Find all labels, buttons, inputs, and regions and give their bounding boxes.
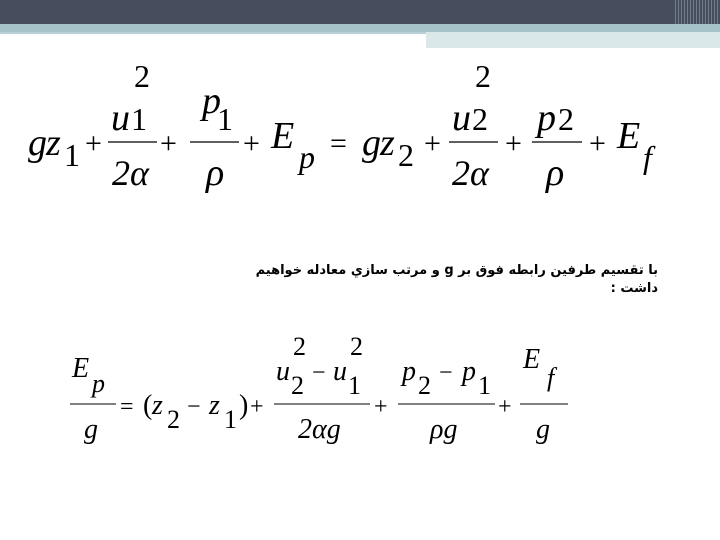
eq2-minus-3: −: [439, 360, 453, 386]
eq2-u1-sup: 2: [350, 332, 363, 361]
eq2-den-3: ρg: [430, 414, 458, 445]
eq1-p-right: p: [537, 97, 556, 139]
header-accent-band: [0, 24, 720, 32]
eq2-u2: u: [276, 356, 290, 387]
eq2-plus-2: +: [374, 394, 388, 420]
eq1-plus-4: +: [424, 127, 441, 160]
eq1-plus-3: +: [243, 127, 260, 160]
eq1-u-sub: 1: [131, 101, 147, 137]
eq2-p1: p: [462, 356, 476, 387]
eq2-z1: z: [209, 390, 220, 421]
eq1-plus-5: +: [505, 127, 522, 160]
eq2-close-paren: ): [239, 390, 249, 421]
eq2-Ef: E: [523, 344, 541, 375]
eq1-E-right-sub: f: [643, 139, 652, 175]
eq1-p-right-sub: 2: [558, 101, 574, 137]
eq2-equals: =: [120, 394, 134, 420]
eq2-u2-sub: 2: [291, 371, 304, 400]
eq1-u-sup: 2: [134, 58, 150, 94]
eq2-open-paren: (: [143, 390, 153, 421]
eq1-plus-6: +: [589, 127, 606, 160]
eq1-plus-2: +: [160, 127, 177, 160]
eq1-den-2: ρ: [206, 152, 225, 194]
eq2-u1-sub: 1: [348, 371, 361, 400]
eq1-g: g: [28, 122, 47, 164]
eq2-u1: u: [333, 356, 347, 387]
eq1-u-right: u: [452, 97, 471, 139]
eq1-den-1: 2α: [112, 153, 149, 193]
eq2-E-sub: p: [92, 369, 105, 398]
eq1-z-right: z: [380, 122, 395, 164]
eq1-den-4: ρ: [546, 152, 565, 194]
eq1-u-right-sup: 2: [475, 58, 491, 94]
eq2-z2: z: [152, 390, 163, 421]
header-bar: [0, 0, 720, 24]
eq2-E: E: [72, 353, 90, 384]
eq1-g-right: g: [362, 122, 381, 164]
eq2-den-4: g: [536, 414, 550, 445]
eq2-den-2: 2αg: [298, 414, 341, 445]
energy-equation: [0, 40, 720, 240]
eq1-p-sub: 1: [217, 101, 233, 137]
eq1-z-right-sub: 2: [398, 137, 414, 173]
eq2-p2-sub: 2: [418, 371, 431, 400]
eq1-E-sub: p: [299, 139, 315, 175]
eq1-p: p: [202, 80, 221, 122]
eq2-p1-sub: 1: [478, 371, 491, 400]
eq1-z-sub: 1: [64, 137, 80, 173]
explanation-text: با تقسيم طرفين رابطه فوق بر g و مرتب سازي معادله خواهيم داشت :: [255, 263, 658, 296]
eq2-den-1: g: [84, 414, 98, 445]
eq2-p2: p: [402, 356, 416, 387]
eq1-den-3: 2α: [452, 153, 489, 193]
eq2-minus-2: −: [312, 360, 326, 386]
eq2-minus-1: −: [187, 394, 201, 420]
eq2-plus-1: +: [250, 394, 264, 420]
eq2-z2-sub: 2: [167, 405, 180, 434]
eq1-u: u: [111, 97, 130, 139]
eq1-equals: =: [330, 127, 347, 160]
eq2-u2-sup: 2: [293, 332, 306, 361]
header-stripes: [675, 0, 720, 24]
eq2-plus-3: +: [498, 394, 512, 420]
eq2-z1-sub: 1: [224, 405, 237, 434]
eq1-plus-1: +: [85, 127, 102, 160]
rearranged-equation: [0, 330, 720, 480]
header-accent-line: [0, 32, 426, 34]
eq1-E: E: [271, 115, 295, 157]
eq1-z: z: [46, 122, 61, 164]
eq2-Ef-sub: f: [547, 363, 555, 392]
eq1-E-right: E: [617, 115, 641, 157]
eq1-u-right-sub: 2: [472, 101, 488, 137]
